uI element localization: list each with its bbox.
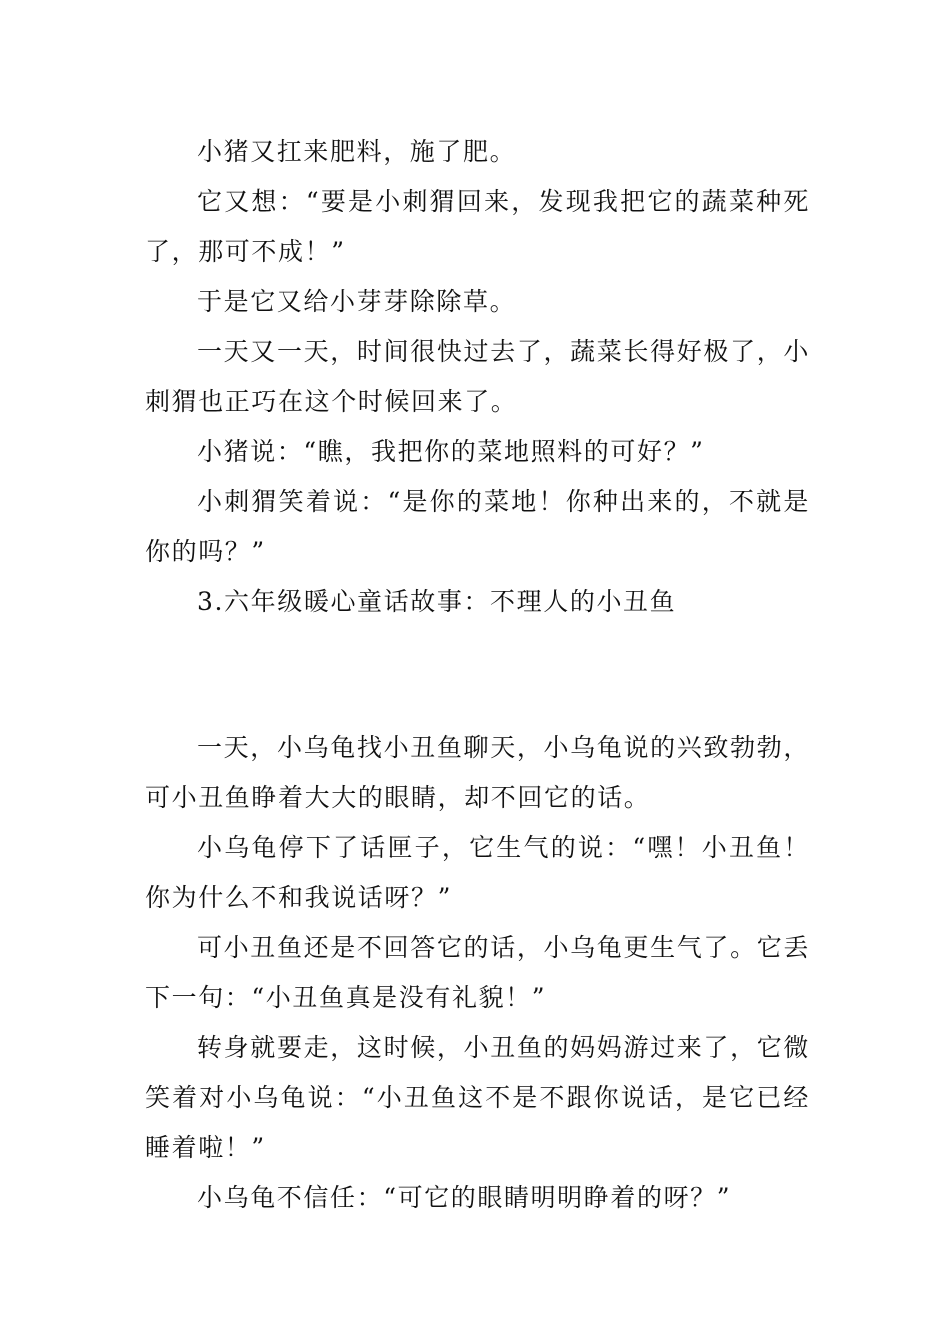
paragraph: 小猪说：“瞧，我把你的菜地照料的可好？” [197, 437, 705, 466]
story-section-one [145, 127, 810, 627]
paragraph: 转身就要走，这时候，小丑鱼的妈妈游过来了，它微笑着对小乌龟说：“小丑鱼这不是不跟你说话，是它已经睡着啦！” [145, 1033, 810, 1162]
paragraph: 于是它又给小芽芽除除草。 [197, 287, 517, 316]
paragraph: 可小丑鱼还是不回答它的话，小乌龟更生气了。它丢下一句：“小丑鱼真是没有礼貌！” [145, 933, 810, 1012]
story-heading: 3.六年级暖心童话故事：不理人的小丑鱼 [197, 587, 677, 616]
story-section-two [145, 723, 810, 1223]
paragraph: 小乌龟不信任：“可它的眼睛明明睁着的呀？” [197, 1183, 732, 1212]
paragraph: 它又想：“要是小刺猬回来，发现我把它的蔬菜种死了，那可不成！” [145, 187, 810, 266]
paragraph: 一天，小乌龟找小丑鱼聊天，小乌龟说的兴致勃勃，可小丑鱼睁着大大的眼睛，却不回它的话。 [145, 733, 810, 812]
paragraph: 小刺猬笑着说：“是你的菜地！你种出来的，不就是你的吗？” [145, 487, 810, 566]
paragraph: 一天又一天，时间很快过去了，蔬菜长得好极了，小刺猬也正巧在这个时候回来了。 [145, 337, 810, 416]
paragraph: 小猪又扛来肥料，施了肥。 [197, 137, 517, 166]
paragraph: 小乌龟停下了话匣子，它生气的说：“嘿！小丑鱼！你为什么不和我说话呀？” [145, 833, 810, 912]
